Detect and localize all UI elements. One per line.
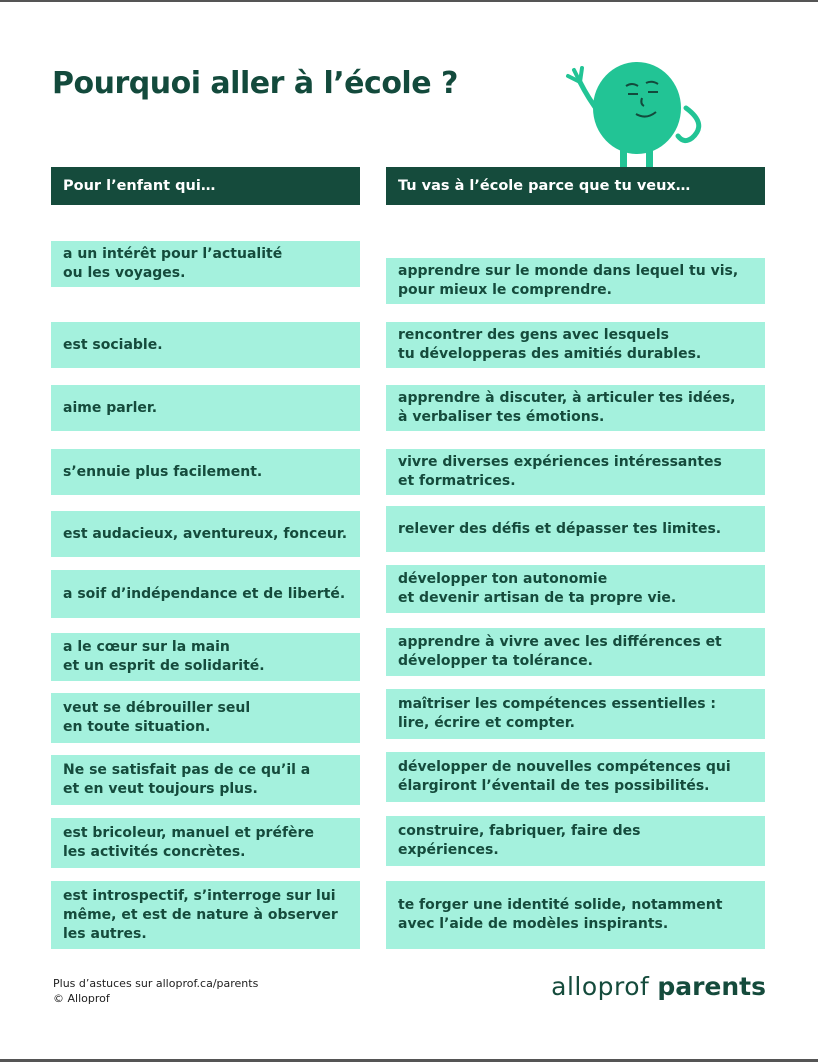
right-cell-text: te forger une identité solide, notamment avec l’aide de modèles inspirants. <box>398 897 723 932</box>
footer-note <box>53 976 258 1006</box>
left-cell <box>51 693 360 743</box>
left-cell-text: est audacieux, aventureux, fonceur. <box>63 525 348 542</box>
right-cell-text: développer de nouvelles compétences qui élargiront l’éventail de tes possibilités. <box>398 759 731 794</box>
right-cell <box>386 752 765 802</box>
right-cell-text: vivre diverses expériences intéressantes et formatrices. <box>398 454 722 489</box>
left-cell <box>51 511 360 557</box>
right-cell-text: construire, fabriquer, faire des expériences. <box>398 823 641 858</box>
left-cell <box>51 322 360 368</box>
right-column <box>386 167 765 932</box>
page-title: Pourquoi aller à l’école ? <box>52 66 458 101</box>
left-cell-text: est bricoleur, manuel et préfère les activités concrètes. <box>63 825 314 860</box>
right-cell-text: apprendre sur le monde dans lequel tu vis, pour mieux le comprendre. <box>398 263 739 298</box>
copyright-text: © Alloprof <box>53 992 110 1005</box>
left-cell <box>51 881 360 949</box>
left-cell <box>51 570 360 618</box>
top-border <box>0 0 818 2</box>
left-cell-text: est introspectif, s’interroge sur lui même, et est de nature à observer les autres. <box>63 887 338 942</box>
right-cell <box>386 258 765 304</box>
left-cell-text: s’ennuie plus facilement. <box>63 463 263 480</box>
right-column-header: Tu vas à l’école parce que tu veux… <box>386 167 765 205</box>
left-cell <box>51 385 360 431</box>
right-cell <box>386 881 765 949</box>
right-cell <box>386 385 765 431</box>
left-cell <box>51 449 360 495</box>
left-column <box>51 167 360 942</box>
right-cell-text: apprendre à vivre avec les différences et développer ta tolérance. <box>398 634 722 669</box>
left-cell <box>51 633 360 681</box>
right-cell <box>386 565 765 613</box>
right-cell-text: développer ton autonomie et devenir artisan de ta propre vie. <box>398 571 677 606</box>
left-cell-text: Ne se satisfait pas de ce qu’il a et en veut toujours plus. <box>63 762 311 797</box>
right-cell <box>386 816 765 866</box>
left-cell-text: a le cœur sur la main et un esprit de solidarité. <box>63 639 265 674</box>
right-cell-text: apprendre à discuter, à articuler tes idées, à verbaliser tes émotions. <box>398 390 736 425</box>
right-cell <box>386 322 765 368</box>
right-cell <box>386 506 765 552</box>
right-cell <box>386 628 765 676</box>
brand-logo-part2: parents <box>657 972 766 1001</box>
left-cell-text: a un intérêt pour l’actualité ou les voyages. <box>63 246 283 281</box>
right-cell-text: maîtriser les compétences essentielles : lire, écrire et compter. <box>398 696 717 731</box>
left-cell <box>51 755 360 805</box>
left-cell-text: aime parler. <box>63 399 158 416</box>
right-cell <box>386 449 765 495</box>
mascot-icon <box>560 52 710 172</box>
left-cell-text: a soif d’indépendance et de liberté. <box>63 585 346 602</box>
left-column-header: Pour l’enfant qui… <box>51 167 360 205</box>
left-cell-text: veut se débrouiller seul en toute situation. <box>63 700 251 735</box>
left-cell <box>51 818 360 868</box>
right-cell <box>386 689 765 739</box>
left-cell-text: est sociable. <box>63 336 163 353</box>
right-cell-text: rencontrer des gens avec lesquels tu développeras des amitiés durables. <box>398 327 702 362</box>
brand-logo-part1: alloprof <box>551 972 650 1001</box>
right-cell-text: relever des défis et dépasser tes limites. <box>398 520 722 537</box>
brand-logo <box>551 972 766 1001</box>
footer-link-text: Plus d’astuces sur alloprof.ca/parents <box>53 977 259 990</box>
left-cell <box>51 241 360 287</box>
